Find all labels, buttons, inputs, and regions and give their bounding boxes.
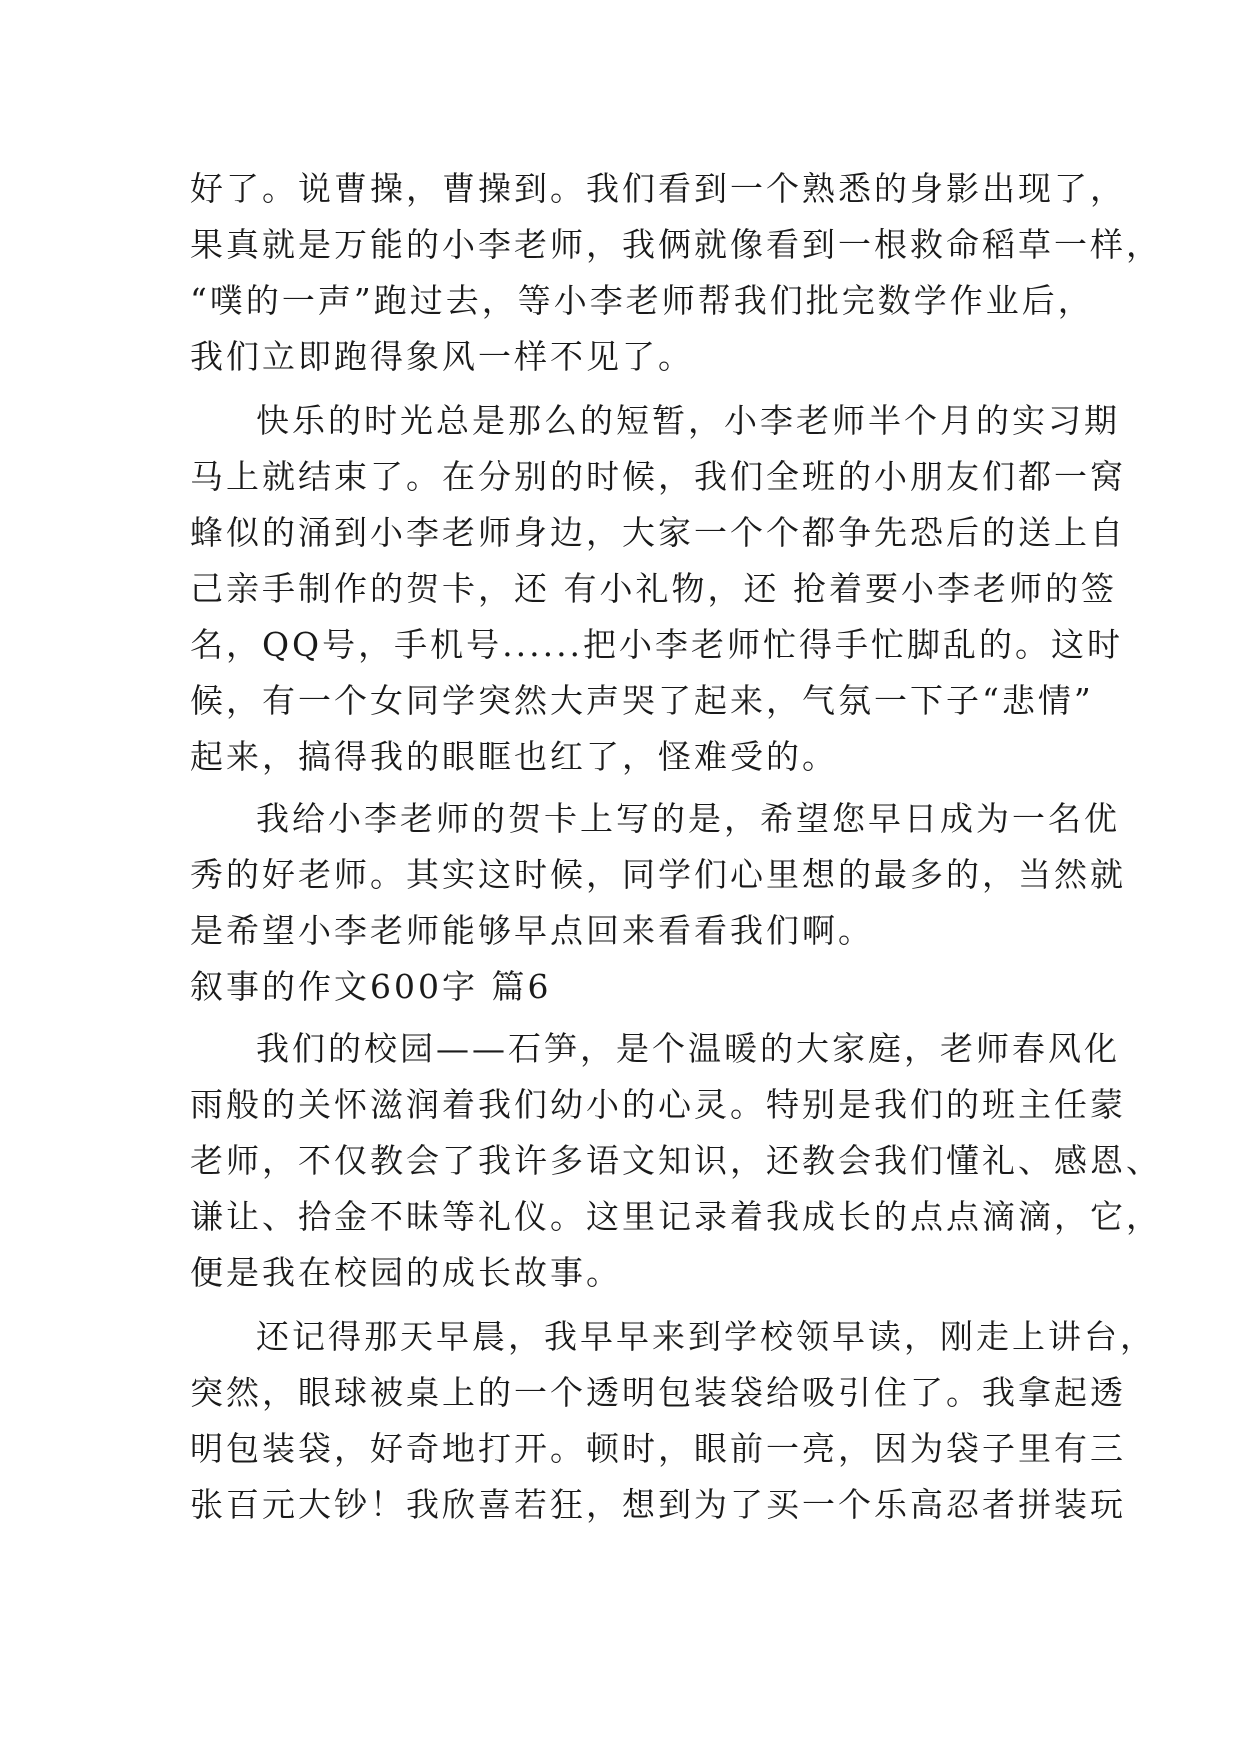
text-line: 便是我在校园的成长故事。	[190, 1253, 622, 1292]
text-line: 突然，眼球被桌上的一个透明包装袋给吸引住了。我拿起透	[190, 1373, 1126, 1412]
text-line: 我们的校园——石笋，是个温暖的大家庭，老师春风化	[256, 1029, 1120, 1068]
text-line: 好了。说曹操，曹操到。我们看到一个熟悉的身影出现了，	[190, 169, 1126, 208]
text-line: 秀的好老师。其实这时候，同学们心里想的最多的，当然就	[190, 855, 1126, 894]
text-line: 己亲手制作的贺卡，还 有小礼物，还 抢着要小李老师的签	[190, 569, 1117, 608]
text-line: 快乐的时光总是那么的短暂，小李老师半个月的实习期	[256, 401, 1120, 440]
text-line: 马上就结束了。在分别的时候，我们全班的小朋友们都一窝	[190, 457, 1126, 496]
text-line: 明包装袋，好奇地打开。顿时，眼前一亮，因为袋子里有三	[190, 1429, 1126, 1468]
text-line: 我给小李老师的贺卡上写的是，希望您早日成为一名优	[256, 799, 1120, 838]
section-heading: 叙事的作文600字 篇6	[190, 967, 552, 1006]
text-line: 起来，搞得我的眼眶也红了，怪难受的。	[190, 737, 838, 776]
text-line: 蜂似的涌到小李老师身边，大家一个个都争先恐后的送上自	[190, 513, 1126, 552]
text-line: 名，QQ号，手机号......把小李老师忙得手忙脚乱的。这时	[190, 625, 1124, 664]
text-line: 张百元大钞！我欣喜若狂，想到为了买一个乐高忍者拼装玩	[190, 1485, 1126, 1524]
text-line: 是希望小李老师能够早点回来看看我们啊。	[190, 911, 874, 950]
text-line: 候，有一个女同学突然大声哭了起来，气氛一下子“悲情”	[190, 681, 1094, 720]
text-line: “噗的一声”跑过去，等小李老师帮我们批完数学作业后，	[190, 281, 1094, 320]
text-line: 雨般的关怀滋润着我们幼小的心灵。特别是我们的班主任蒙	[190, 1085, 1126, 1124]
text-line: 还记得那天早晨，我早早来到学校领早读，刚走上讲台，	[256, 1317, 1156, 1356]
text-line: 老师，不仅教会了我许多语文知识，还教会我们懂礼、感恩、	[190, 1141, 1162, 1180]
text-line: 果真就是万能的小李老师，我俩就像看到一根救命稻草一样，	[190, 225, 1162, 264]
text-line: 谦让、拾金不昧等礼仪。这里记录着我成长的点点滴滴，它，	[190, 1197, 1162, 1236]
text-line: 我们立即跑得象风一样不见了。	[190, 337, 694, 376]
